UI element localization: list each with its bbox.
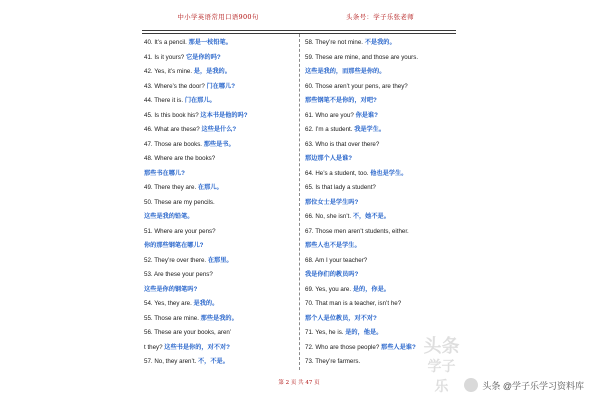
sentence-line	[305, 65, 461, 80]
sentence-line	[305, 254, 461, 269]
sentence-line	[144, 341, 300, 356]
english-text: 64. He’s a student, too.	[305, 169, 371, 177]
english-text: 55. Those are mine.	[144, 314, 201, 322]
sentence-line	[144, 152, 300, 167]
english-text: 60. Those aren’t your pens, are they?	[305, 82, 408, 90]
english-text: 69. Yes, you are.	[305, 285, 353, 293]
chinese-translation: 门在那儿。	[184, 97, 216, 104]
chinese-translation: 那是一枝铅笔。	[188, 39, 232, 46]
chinese-translation: 是我的。	[193, 300, 219, 307]
sentence-line	[144, 210, 300, 225]
sentence-line	[305, 239, 461, 254]
left-column	[144, 36, 300, 370]
chinese-translation: 那个人是位教员，对不对?	[305, 314, 377, 322]
english-text: 65. Is that lady a student?	[305, 184, 376, 191]
sentence-line	[305, 109, 461, 124]
english-text: 67. Those men aren’t students, either.	[305, 227, 409, 235]
sentence-line	[305, 297, 461, 312]
english-text: 63. Who is that over there?	[305, 140, 380, 148]
sentence-line	[144, 181, 300, 196]
source-attribution[interactable]	[464, 378, 584, 392]
sentence-line	[144, 297, 300, 312]
english-text: 41. Is it yours?	[144, 53, 186, 61]
english-text: 46. What are these?	[144, 126, 202, 133]
english-text: t they?	[144, 343, 165, 351]
chinese-translation: 那些是书。	[203, 140, 235, 148]
watermark	[423, 336, 460, 396]
chinese-translation: 是的，你是。	[352, 285, 390, 293]
sentence-line	[305, 94, 461, 109]
sentence-line	[305, 196, 461, 211]
sentence-line	[144, 109, 300, 124]
sentence-line	[144, 123, 300, 138]
sentence-line	[305, 36, 461, 51]
chinese-translation: 它是你的吗?	[185, 53, 221, 61]
chinese-translation: 不是我的。	[364, 39, 396, 46]
chinese-translation: 那些书在哪儿?	[144, 169, 185, 177]
chinese-translation: 不，她不是。	[352, 213, 390, 220]
english-text: 50. These are my pencils.	[144, 198, 215, 206]
sentence-line	[144, 196, 300, 211]
english-text: 68. Am I your teacher?	[305, 256, 368, 264]
sentence-line	[305, 181, 461, 196]
chinese-translation: 我是你们的教员吗?	[305, 271, 359, 278]
sentence-line	[144, 355, 300, 370]
chinese-translation: 这些是什么?	[201, 126, 237, 133]
sentence-line	[144, 138, 300, 153]
english-text: 66. No, she isn’t.	[305, 213, 353, 220]
source-label: 头条 @学子乐学习资料库	[482, 380, 584, 391]
english-text: 73. They’re farmers.	[305, 358, 361, 365]
sentence-line	[305, 80, 461, 95]
chinese-translation: 是，是我的。	[193, 68, 231, 75]
page-header	[138, 6, 460, 30]
english-text: 44. There it is.	[144, 97, 185, 104]
english-text: 72. Who are those people?	[305, 343, 382, 351]
watermark-line2: 学子乐	[427, 358, 456, 394]
english-text: 56. These are your books, aren’	[144, 329, 232, 336]
header-title: 中小学英语常用口语900句	[177, 13, 259, 21]
sentence-line	[144, 94, 300, 109]
chinese-translation: 不，不是。	[198, 358, 229, 365]
sentence-line	[144, 326, 300, 341]
header-rule	[142, 30, 456, 31]
sentence-line	[144, 36, 300, 51]
chinese-translation: 这些是我的，而那些是你的。	[305, 68, 386, 75]
sentence-line	[144, 167, 300, 182]
chinese-translation: 在那里。	[207, 256, 233, 264]
english-text: 62. I’m a student.	[305, 126, 355, 133]
chinese-translation: 那些人是谁?	[381, 343, 416, 351]
sentence-line	[305, 152, 461, 167]
right-column	[305, 36, 461, 370]
chinese-translation: 那些人也不是学生。	[305, 242, 361, 249]
sentence-line	[305, 167, 461, 182]
sentence-line	[305, 123, 461, 138]
account-avatar-icon	[464, 378, 478, 392]
sentence-line	[305, 268, 461, 283]
english-text: 48. Where are the books?	[144, 155, 216, 162]
sentence-line	[305, 312, 461, 327]
header-author: 头条号：学子乐张老师	[346, 13, 414, 21]
chinese-translation: 那边那个人是谁?	[305, 155, 353, 162]
chinese-translation: 这些是我的铅笔。	[144, 213, 194, 220]
chinese-translation: 那位女士是学生吗?	[305, 198, 359, 206]
english-text: 40. It’s a pencil.	[144, 39, 189, 46]
english-text: 43. Where’s the door?	[144, 82, 207, 90]
sentence-line	[144, 312, 300, 327]
english-text: 61. Who are you?	[305, 111, 356, 119]
chinese-translation: 这本书是他的吗?	[200, 111, 248, 119]
sentence-line	[144, 268, 300, 283]
chinese-translation: 那些是我的。	[200, 314, 238, 322]
english-text: 45. Is this book his?	[144, 111, 201, 119]
english-text: 57. No, they aren’t.	[144, 358, 198, 365]
sentence-line	[144, 65, 300, 80]
sentence-line	[144, 225, 300, 240]
sentence-line	[144, 80, 300, 95]
watermark-line1: 头条	[423, 336, 460, 356]
sentence-line	[144, 254, 300, 269]
chinese-translation: 这些书是你的，对不对?	[164, 343, 230, 351]
english-text: 53. Are these your pens?	[144, 271, 213, 278]
sentence-line	[144, 283, 300, 298]
page-footer: 第 2 页 共 47 页	[278, 380, 320, 386]
sentence-line	[144, 51, 300, 66]
sentence-line	[305, 138, 461, 153]
chinese-translation: 我是学生。	[354, 126, 386, 133]
english-text: 59. These are mine, and those are yours.	[305, 53, 419, 61]
sentence-line	[144, 239, 300, 254]
english-text: 54. Yes, they are.	[144, 300, 194, 307]
english-text: 42. Yes, it’s mine.	[144, 68, 194, 75]
english-text: 47. Those are books.	[144, 140, 204, 148]
chinese-translation: 他也是学生。	[370, 169, 408, 177]
chinese-translation: 是的，他是。	[345, 329, 383, 336]
sentence-line	[305, 210, 461, 225]
sentence-line	[305, 283, 461, 298]
chinese-translation: 门在哪儿?	[206, 82, 236, 90]
chinese-translation: 你的那些钢笔在哪儿?	[144, 242, 204, 249]
sentence-line	[305, 51, 461, 66]
english-text: 51. Where are your pens?	[144, 227, 216, 235]
english-text: 49. There they are.	[144, 184, 198, 191]
sentence-line	[305, 225, 461, 240]
english-text: 58. They’re not mine.	[305, 39, 365, 46]
english-text: 71. Yes, he is.	[305, 329, 346, 336]
english-text: 52. They’re over there.	[144, 256, 208, 264]
english-text: 70. That man is a teacher, isn’t he?	[305, 300, 402, 307]
chinese-translation: 这些是你的钢笔吗?	[144, 285, 198, 293]
chinese-translation: 那些钢笔不是你的，对吧?	[305, 97, 377, 104]
document-page	[138, 6, 460, 396]
chinese-translation: 在那儿。	[197, 184, 223, 191]
chinese-translation: 你是谁?	[355, 111, 378, 119]
